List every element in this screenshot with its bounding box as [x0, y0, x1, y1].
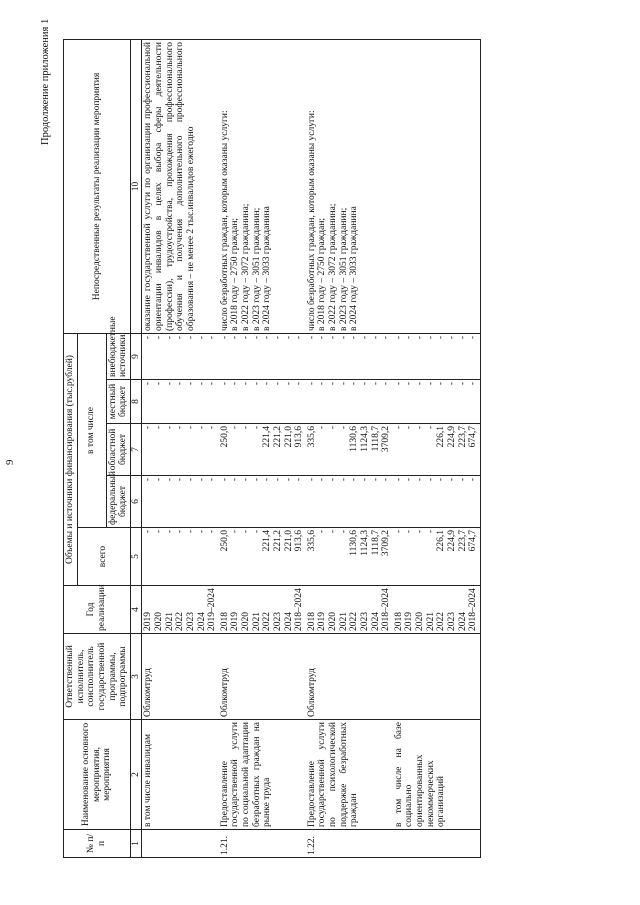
regional-values-value: - — [230, 426, 241, 430]
extra-values — [142, 333, 219, 379]
local-values-value: - — [143, 382, 154, 386]
federal-values-value: - — [230, 478, 241, 482]
regional-values-value: 913,6 — [294, 426, 305, 448]
total-values-value: 221,0 — [283, 530, 294, 552]
years-list-value: 2024 — [283, 612, 294, 631]
regional-values-value: 221,2 — [272, 426, 283, 448]
federal-values-value: - — [294, 478, 305, 482]
regional-values-value: 221,4 — [262, 426, 273, 448]
row-number — [393, 830, 481, 858]
result-text: оказание государственной услуги по организации профессиональной ориентации инвалидов в целях выбора сферы деятельности (профессии), трудоустройства, прохождения профессионального обучения и получения дополнительного профессионального образования – не менее 2 тыс.инвалидов ежегодно — [142, 39, 219, 333]
extra-values-value: - — [272, 335, 283, 340]
regional-values-value: 223,7 — [457, 426, 468, 448]
federal-values-value: - — [272, 478, 283, 482]
extra-values-value: - — [175, 335, 186, 340]
local-values-value: - — [283, 382, 294, 386]
regional-values-value: 335,6 — [306, 426, 317, 448]
local-values-value: - — [185, 382, 196, 386]
extra-values — [219, 333, 306, 379]
federal-values-value: - — [241, 478, 251, 482]
table-row — [306, 39, 393, 857]
federal-values — [393, 476, 481, 528]
local-values-value: - — [328, 382, 338, 386]
executor: Облкомтруд — [219, 634, 306, 720]
extra-values-value: - — [457, 335, 468, 340]
extra-values-value: - — [404, 335, 415, 340]
regional-values-value: 674,7 — [468, 426, 479, 448]
regional-values-value: 1124,3 — [359, 426, 370, 452]
row-number — [142, 830, 219, 858]
local-values-value: - — [468, 382, 479, 386]
local-values-value: - — [425, 382, 436, 386]
measure-name: в том числе инвалидам — [142, 720, 219, 830]
federal-values-value: - — [251, 478, 262, 482]
extra-values-value: - — [154, 335, 164, 340]
federal-values-value: - — [317, 478, 328, 482]
measure-name: в том числе на базе социально ориентированных некоммерческих организаций — [393, 720, 481, 830]
local-values-value: - — [262, 382, 273, 386]
local-values-value: - — [175, 382, 186, 386]
years-list — [393, 586, 481, 634]
regional-values-value: 1118,7 — [370, 426, 381, 452]
column-number: 5 — [130, 528, 142, 586]
total-values-value: 335,6 — [306, 530, 317, 552]
appendix-continuation-label: Продолжение приложения 1 — [40, 18, 51, 145]
regional-values-value: - — [207, 426, 218, 430]
years-list-value: 2022 — [436, 612, 447, 631]
total-values-value: - — [230, 530, 241, 534]
years-list-value: 2023 — [272, 612, 283, 631]
local-values — [306, 380, 393, 424]
total-values-value: 1130,6 — [349, 530, 360, 556]
regional-values-value: - — [415, 426, 425, 430]
total-values-value: - — [404, 530, 415, 534]
extra-values-value: - — [283, 335, 294, 340]
regional-values-value: - — [251, 426, 262, 430]
table-row — [219, 39, 306, 857]
total-values-value: 223,7 — [457, 530, 468, 552]
extra-values-value: - — [468, 335, 479, 340]
local-values — [219, 380, 306, 424]
total-values-value: 226,1 — [436, 530, 447, 552]
years-list-value: 2023 — [359, 612, 370, 631]
column-number: 6 — [130, 476, 142, 528]
regional-values — [306, 424, 393, 476]
years-list-value: 2018 — [393, 612, 404, 631]
total-values-value: 221,2 — [272, 530, 283, 552]
header-regional: областной бюджет — [106, 424, 130, 476]
column-number: 1 — [130, 830, 142, 858]
years-list-value: 2019–2024 — [207, 588, 218, 631]
years-list-value: 2018–2024 — [468, 588, 479, 631]
total-values-value: - — [338, 530, 349, 534]
federal-values-value: - — [283, 478, 294, 482]
years-list-value: 2018–2024 — [294, 588, 305, 631]
regional-values — [219, 424, 306, 476]
local-values-value: - — [219, 382, 230, 386]
years-list-value: 2020 — [241, 612, 251, 631]
federal-values-value: - — [349, 478, 360, 482]
total-values-value: - — [175, 530, 186, 534]
years-list-value: 2018–2024 — [381, 588, 392, 631]
executor: Облкомтруд — [306, 634, 393, 720]
federal-values-value: - — [381, 478, 392, 482]
local-values-value: - — [154, 382, 164, 386]
local-values-value: - — [370, 382, 381, 386]
regional-values — [393, 424, 481, 476]
regional-values-value: 226,1 — [436, 426, 447, 448]
total-values-value: 1124,3 — [359, 530, 370, 556]
total-values-value: 674,7 — [468, 530, 479, 552]
regional-values-value: 250,0 — [219, 426, 230, 448]
federal-values — [306, 476, 393, 528]
local-values-value: - — [381, 382, 392, 386]
total-values-value: - — [164, 530, 175, 534]
federal-values-value: - — [446, 478, 457, 482]
years-list-value: 2022 — [262, 612, 273, 631]
row-number: 1.22. — [306, 830, 393, 858]
local-values-value: - — [272, 382, 283, 386]
years-list-value: 2023 — [185, 612, 196, 631]
extra-values-value: - — [230, 335, 241, 340]
measure-name: Предоставление государственной услуги по социальной адаптации безработных граждан на рынке труда — [219, 720, 306, 830]
federal-values-value: - — [164, 478, 175, 482]
local-values-value: - — [349, 382, 360, 386]
federal-values-value: - — [468, 478, 479, 482]
total-values — [219, 528, 306, 586]
header-total: всего — [77, 528, 130, 586]
federal-values-value: - — [143, 478, 154, 482]
extra-values-value: - — [328, 335, 338, 340]
local-values-value: - — [241, 382, 251, 386]
total-values-value: - — [415, 530, 425, 534]
years-list-value: 2022 — [349, 612, 360, 631]
years-list-value: 2024 — [370, 612, 381, 631]
local-values-value: - — [251, 382, 262, 386]
federal-values-value: - — [262, 478, 273, 482]
total-values-value: 3709,2 — [381, 530, 392, 557]
local-values-value: - — [164, 382, 175, 386]
header-funding: Объемы и источники финансирования (тыс.рублей) — [64, 333, 78, 585]
regional-values-value: 3709,2 — [381, 426, 392, 453]
row-number: 1.21. — [219, 830, 306, 858]
local-values-value: - — [446, 382, 457, 386]
executor — [393, 634, 481, 720]
header-federal: федеральный бюджет — [106, 476, 130, 528]
regional-values-value: - — [393, 426, 404, 430]
extra-values-value: - — [219, 335, 230, 340]
regional-values-value: - — [404, 426, 415, 430]
extra-values-value: - — [251, 335, 262, 340]
column-number: 9 — [130, 333, 142, 379]
federal-values — [142, 476, 219, 528]
federal-values-value: - — [154, 478, 164, 482]
regional-values-value: - — [185, 426, 196, 430]
years-list-value: 2021 — [164, 612, 175, 631]
column-number: 8 — [130, 380, 142, 424]
executor: Облкомтруд — [142, 634, 219, 720]
regional-values-value: - — [175, 426, 186, 430]
extra-values-value: - — [262, 335, 273, 340]
extra-values-value: - — [359, 335, 370, 340]
extra-values-value: - — [425, 335, 436, 340]
funding-table — [63, 39, 481, 858]
measure-name: Предоставление государственной услуги по психологической поддержке безработных граждан — [306, 720, 393, 830]
years-list-value: 2020 — [328, 612, 338, 631]
extra-values-value: - — [370, 335, 381, 340]
column-number: 2 — [130, 720, 142, 830]
local-values-value: - — [196, 382, 207, 386]
federal-values-value: - — [359, 478, 370, 482]
extra-values-value: - — [164, 335, 175, 340]
total-values-value: - — [143, 530, 154, 534]
extra-values-value: - — [317, 335, 328, 340]
years-list-value: 2018 — [306, 612, 317, 631]
extra-values-value: - — [381, 335, 392, 340]
total-values — [306, 528, 393, 586]
extra-values-value: - — [306, 335, 317, 340]
regional-values — [142, 424, 219, 476]
total-values-value: 1118,7 — [370, 530, 381, 556]
regional-values-value: 224,9 — [446, 426, 457, 448]
header-including: в том числе — [77, 333, 106, 527]
federal-values-value: - — [185, 478, 196, 482]
regional-values-value: - — [241, 426, 251, 430]
extra-values-value: - — [207, 335, 218, 340]
header-num: № п/п — [64, 830, 131, 858]
years-list-value: 2019 — [404, 612, 415, 631]
total-values-value: - — [154, 530, 164, 534]
total-values-value: - — [241, 530, 251, 534]
federal-values-value: - — [457, 478, 468, 482]
local-values-value: - — [294, 382, 305, 386]
federal-values-value: - — [196, 478, 207, 482]
extra-values — [393, 333, 481, 379]
table-row — [393, 39, 481, 857]
local-values-value: - — [230, 382, 241, 386]
years-list-value: 2019 — [230, 612, 241, 631]
local-values — [142, 380, 219, 424]
result-text: число безработных граждан, которым оказаны услуги: в 2018 году – 2750 граждан; в 2022 году – 3072 гражданина; в 2023 году – 3051 гражданин; в 2024 году – 3033 гражданина — [306, 39, 393, 333]
local-values — [393, 380, 481, 424]
header-executor: Ответственный исполнитель, соисполнитель государственной программы, подпрограммы — [64, 634, 131, 720]
federal-values-value: - — [338, 478, 349, 482]
local-values-value: - — [338, 382, 349, 386]
regional-values-value: 221,0 — [283, 426, 294, 448]
regional-values-value: 1130,6 — [349, 426, 360, 452]
result-text: число безработных граждан, которым оказаны услуги: в 2018 году – 2750 граждан; в 2022 году – 3072 гражданина; в 2023 году – 3051 гражданин; в 2024 году – 3033 гражданина — [219, 39, 306, 333]
header-years: Год реализации — [64, 586, 131, 634]
years-list-value: 2022 — [175, 612, 186, 631]
years-list-value: 2020 — [154, 612, 164, 631]
total-values-value: - — [185, 530, 196, 534]
header-extra: внебюджетные источники — [106, 333, 130, 379]
years-list-value: 2024 — [196, 612, 207, 631]
column-number-row — [130, 39, 142, 857]
regional-values-value: - — [425, 426, 436, 430]
column-number: 7 — [130, 424, 142, 476]
total-values-value: 221,4 — [262, 530, 273, 552]
total-values-value: - — [207, 530, 218, 534]
years-list — [306, 586, 393, 634]
years-list-value: 2018 — [219, 612, 230, 631]
local-values-value: - — [393, 382, 404, 386]
federal-values-value: - — [175, 478, 186, 482]
local-values-value: - — [306, 382, 317, 386]
total-values-value: - — [251, 530, 262, 534]
extra-values-value: - — [338, 335, 349, 340]
local-values-value: - — [436, 382, 447, 386]
local-values-value: - — [207, 382, 218, 386]
local-values-value: - — [415, 382, 425, 386]
regional-values-value: - — [338, 426, 349, 430]
local-values-value: - — [404, 382, 415, 386]
years-list-value: 2019 — [317, 612, 328, 631]
years-list-value: 2024 — [457, 612, 468, 631]
regional-values-value: - — [196, 426, 207, 430]
total-values-value: - — [196, 530, 207, 534]
total-values-value: - — [425, 530, 436, 534]
total-values — [142, 528, 219, 586]
result-text — [393, 39, 481, 333]
years-list-value: 2019 — [143, 612, 154, 631]
total-values-value: 250,0 — [219, 530, 230, 552]
local-values-value: - — [359, 382, 370, 386]
federal-values-value: - — [425, 478, 436, 482]
years-list — [219, 586, 306, 634]
extra-values-value: - — [241, 335, 251, 340]
table-row — [142, 39, 219, 857]
extra-values-value: - — [185, 335, 196, 340]
federal-values-value: - — [328, 478, 338, 482]
federal-values-value: - — [404, 478, 415, 482]
federal-values-value: - — [436, 478, 447, 482]
total-values-value: - — [393, 530, 404, 534]
extra-values — [306, 333, 393, 379]
regional-values-value: - — [164, 426, 175, 430]
extra-values-value: - — [349, 335, 360, 340]
extra-values-value: - — [393, 335, 404, 340]
extra-values-value: - — [446, 335, 457, 340]
years-list-value: 2023 — [446, 612, 457, 631]
local-values-value: - — [457, 382, 468, 386]
federal-values-value: - — [207, 478, 218, 482]
extra-values-value: - — [196, 335, 207, 340]
extra-values-value: - — [415, 335, 425, 340]
local-values-value: - — [317, 382, 328, 386]
years-list-value: 2021 — [251, 612, 262, 631]
column-number: 10 — [130, 39, 142, 333]
federal-values-value: - — [393, 478, 404, 482]
total-values — [393, 528, 481, 586]
total-values-value: 913,6 — [294, 530, 305, 552]
regional-values-value: - — [143, 426, 154, 430]
page-number: 9 — [4, 459, 16, 465]
federal-values-value: - — [415, 478, 425, 482]
years-list-value: 2021 — [425, 612, 436, 631]
federal-values-value: - — [370, 478, 381, 482]
federal-values — [219, 476, 306, 528]
years-list-value: 2020 — [415, 612, 425, 631]
extra-values-value: - — [294, 335, 305, 340]
header-name: Наименование основного мероприятия, мероприятия — [64, 720, 131, 830]
federal-values-value: - — [219, 478, 230, 482]
header-results: Непосредственные результаты реализации мероприятия — [64, 39, 131, 333]
extra-values-value: - — [143, 335, 154, 340]
header-local: местный бюджет — [106, 380, 130, 424]
total-values-value: - — [317, 530, 328, 534]
years-list-value: 2021 — [338, 612, 349, 631]
regional-values-value: - — [317, 426, 328, 430]
federal-values-value: - — [306, 478, 317, 482]
regional-values-value: - — [328, 426, 338, 430]
regional-values-value: - — [154, 426, 164, 430]
column-number: 3 — [130, 634, 142, 720]
total-values-value: 224,9 — [446, 530, 457, 552]
total-values-value: - — [328, 530, 338, 534]
table-body — [142, 39, 480, 857]
column-number: 4 — [130, 586, 142, 634]
years-list — [142, 586, 219, 634]
extra-values-value: - — [436, 335, 447, 340]
